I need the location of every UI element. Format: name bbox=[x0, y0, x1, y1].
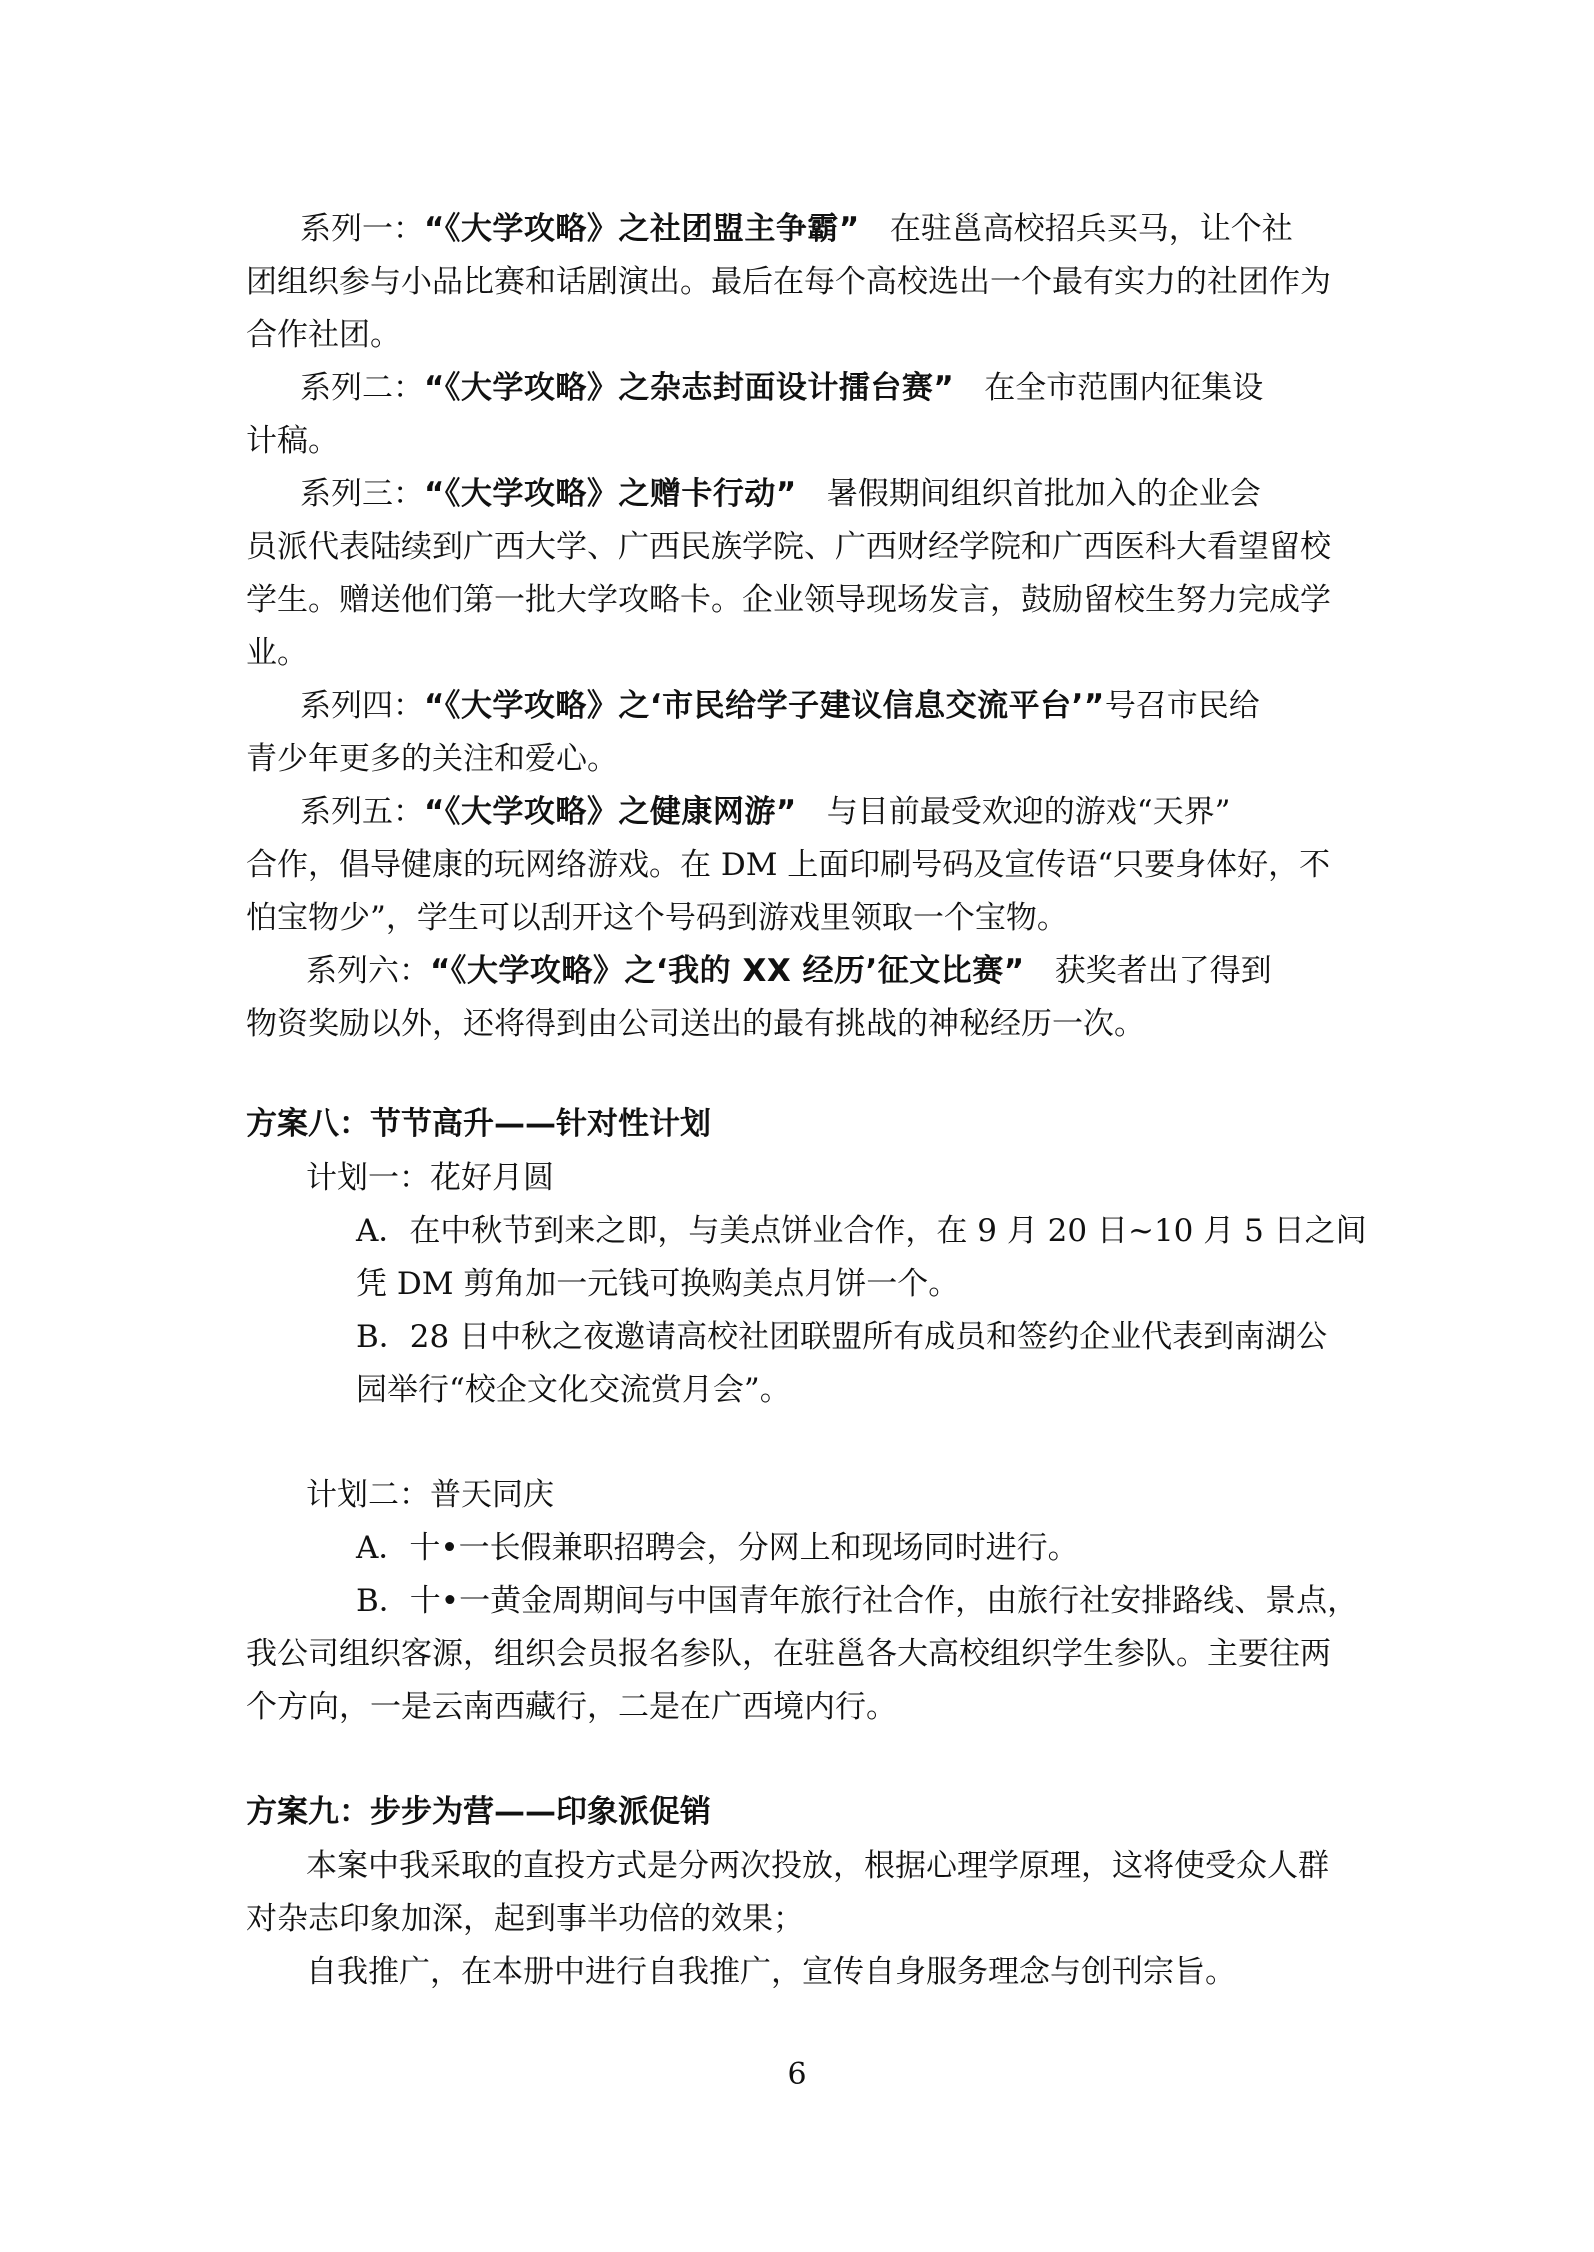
series-4-line-2: 青少年更多的关注和爱心。 bbox=[246, 741, 618, 777]
series-5-title: “《大学攻略》之健康网游” bbox=[424, 794, 797, 830]
plan9-paragraph-1-line-2: 对杂志印象加深，起到事半功倍的效果； bbox=[246, 1901, 804, 1937]
plan8-plan1-a-line-1: A．在中秋节到来之即，与美点饼业合作，在 9 月 20 日~10 月 5 日之间 bbox=[356, 1213, 1367, 1249]
series-2-line-2: 计稿。 bbox=[246, 423, 339, 459]
series-3-line-1 bbox=[300, 474, 1261, 514]
plan8-plan1-b-line-2: 园举行“校企文化交流赏月会”。 bbox=[356, 1372, 791, 1408]
plan9-paragraph-1-line-1: 本案中我采取的直投方式是分两次投放，根据心理学原理，这将使受众人群 bbox=[306, 1848, 1329, 1884]
series-4-title: “《大学攻略》之‘市民给学子建议信息交流平台’” bbox=[424, 688, 1105, 724]
plan8-plan2-title: 计划二：普天同庆 bbox=[306, 1477, 554, 1513]
series-1-text: 在驻邕高校招兵买马，让个社 bbox=[889, 211, 1293, 247]
plan8-plan1-b-line-1: B．28 日中秋之夜邀请高校社团联盟所有成员和签约企业代表到南湖公 bbox=[356, 1319, 1328, 1355]
series-2-prefix: 系列二： bbox=[300, 370, 424, 406]
series-4-line-1 bbox=[300, 686, 1260, 726]
plan8-plan2-b-line-3: 个方向，一是云南西藏行，二是在广西境内行。 bbox=[246, 1689, 897, 1725]
series-6-line-2: 物资奖励以外，还将得到由公司送出的最有挑战的神秘经历一次。 bbox=[246, 1006, 1145, 1042]
series-3-title: “《大学攻略》之赠卡行动” bbox=[424, 476, 797, 512]
plan8-plan2-a-line-1: A．十•一长假兼职招聘会，分网上和现场同时进行。 bbox=[356, 1530, 1079, 1566]
series-1-title: “《大学攻略》之社团盟主争霸” bbox=[424, 211, 860, 247]
plan8-plan1-title: 计划一：花好月圆 bbox=[306, 1160, 554, 1196]
series-3-text: 暑假期间组织首批加入的企业会 bbox=[826, 476, 1261, 512]
series-6-prefix: 系列六： bbox=[306, 953, 430, 989]
series-2-text: 在全市范围内征集设 bbox=[984, 370, 1264, 406]
series-1-prefix: 系列一： bbox=[300, 211, 424, 247]
series-6-line-1 bbox=[306, 951, 1272, 991]
series-3-line-2: 员派代表陆续到广西大学、广西民族学院、广西财经学院和广西医科大看望留校 bbox=[246, 529, 1331, 565]
series-3-line-3: 学生。赠送他们第一批大学攻略卡。企业领导现场发言，鼓励留校生努力完成学 bbox=[246, 582, 1331, 618]
series-5-prefix: 系列五： bbox=[300, 794, 424, 830]
plan8-plan2-b-line-1: B．十•一黄金周期间与中国青年旅行社合作，由旅行社安排路线、景点， bbox=[356, 1583, 1359, 1619]
series-4-prefix: 系列四： bbox=[300, 688, 424, 724]
plan8-plan2-b-line-2: 我公司组织客源，组织会员报名参队，在驻邕各大高校组织学生参队。主要往两 bbox=[246, 1636, 1331, 1672]
series-5-line-3: 怕宝物少”，学生可以刮开这个号码到游戏里领取一个宝物。 bbox=[246, 900, 1068, 936]
series-6-text: 获奖者出了得到 bbox=[1054, 953, 1272, 989]
page-number: 6 bbox=[787, 2057, 807, 2092]
series-1-line-3: 合作社团。 bbox=[246, 317, 401, 353]
plan9-heading: 方案九：步步为营——印象派促销 bbox=[246, 1794, 711, 1830]
series-5-text: 与目前最受欢迎的游戏“天界” bbox=[826, 794, 1231, 830]
plan8-plan1-a-line-2: 凭 DM 剪角加一元钱可换购美点月饼一个。 bbox=[356, 1266, 960, 1302]
series-2-title: “《大学攻略》之杂志封面设计擂台赛” bbox=[424, 370, 955, 406]
series-6-title: “《大学攻略》之‘我的 XX 经历’征文比赛” bbox=[430, 953, 1025, 989]
plan8-heading: 方案八：节节高升——针对性计划 bbox=[246, 1106, 711, 1142]
series-4-text: 号召市民给 bbox=[1104, 688, 1260, 724]
series-3-prefix: 系列三： bbox=[300, 476, 424, 512]
plan9-paragraph-2: 自我推广，在本册中进行自我推广，宣传自身服务理念与创刊宗旨。 bbox=[306, 1954, 1236, 1990]
series-1-line-2: 团组织参与小品比赛和话剧演出。最后在每个高校选出一个最有实力的社团作为 bbox=[246, 264, 1331, 300]
series-5-line-1 bbox=[300, 792, 1230, 832]
series-3-line-4: 业。 bbox=[246, 635, 308, 671]
series-2-line-1 bbox=[300, 368, 1263, 408]
series-1-line-1 bbox=[300, 209, 1293, 249]
series-5-line-2: 合作，倡导健康的玩网络游戏。在 DM 上面印刷号码及宣传语“只要身体好，不 bbox=[246, 847, 1331, 883]
